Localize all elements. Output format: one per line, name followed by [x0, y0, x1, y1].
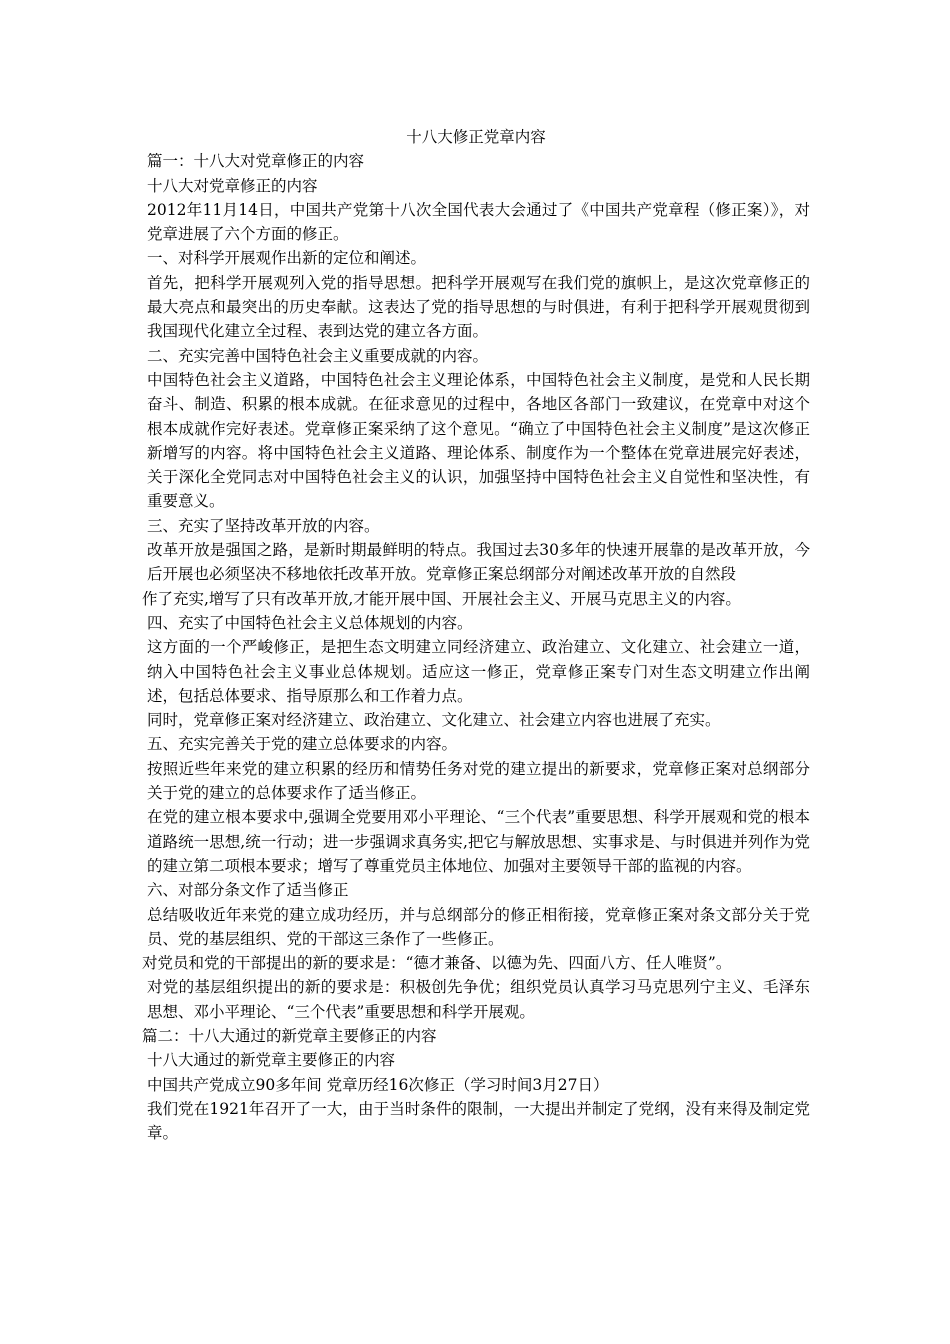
paragraph: 我们党在1921年召开了一大，由于当时条件的限制，一大提出并制定了党纲，没有来得及制定党章。 [147, 1099, 810, 1143]
paragraph: 三、充实了坚持改革开放的内容。 [147, 516, 380, 535]
paragraph: 2012年11月14日，中国共产党第十八次全国代表大会通过了《中国共产党章程（修正案）》，对党章进展了六个方面的修正。 [147, 200, 810, 244]
paragraph: 这方面的一个严峻修正，是把生态文明建立同经济建立、政治建立、文化建立、社会建立一道，纳入中国特色社会主义事业总体规划。适应这一修正，党章修正案专门对生态文明建立作出阐述，包括总体要求、指导原那么和工作着力点。 [147, 638, 810, 705]
paragraph: 总结吸收近年来党的建立成功经历，并与总纲部分的修正相衔接，党章修正案对条文部分关于党员、党的基层组织、党的干部这三条作了一些修正。 [147, 905, 810, 948]
paragraph: 按照近些年来党的建立积累的经历和情势任务对党的建立提出的新要求，党章修正案对总纲部分关于党的建立的总体要求作了适当修正。 [147, 759, 810, 803]
paragraph: 十八大通过的新党章主要修正的内容 [147, 1051, 396, 1070]
paragraph: 改革开放是强国之路，是新时期最鲜明的特点。我国过去30多年的快速开展靠的是改革开放，今后开展也必须坚决不移地依托改革开放。党章修正案总纲部分对阐述改革开放的自然段 [147, 541, 810, 584]
paragraph: 十八大对党章修正的内容 [147, 176, 318, 195]
paragraph: 中国共产党成立90多年间 党章历经16次修正（学习时间3月27日） [147, 1075, 609, 1094]
paragraph: 二、充实完善中国特色社会主义重要成就的内容。 [147, 346, 489, 365]
paragraph: 篇二：十八大通过的新党章主要修正的内容 [142, 1026, 437, 1045]
paragraph-list [142, 149, 810, 1145]
paragraph: 四、充实了中国特色社会主义总体规划的内容。 [147, 613, 473, 632]
paragraph: 首先，把科学开展观列入党的指导思想。把科学开展观写在我们党的旗帜上，是这次党章修正的最大亮点和最突出的历史奉献。这表达了党的指导思想的与时俱进，有利于把科学开展观贯彻到我国现代化建立全过程、表到达党的建立各方面。 [147, 273, 810, 341]
paragraph: 中国特色社会主义道路，中国特色社会主义理论体系，中国特色社会主义制度，是党和人民长期奋斗、制造、积累的根本成就。在征求意见的过程中，各地区各部门一致建议，在党章中对这个根本成就作完好表述。党章修正案采纳了这个意见。“确立了中国特色社会主义制度”是这次修正新增写的内容。将中国特色社会主义道路、理论体系、制度作为一个整体在党章进展完好表述，关于深化全党同志对中国特色社会主义的认识，加强坚持中国特色社会主义自觉性和坚决性，有重要意义。 [147, 370, 810, 511]
paragraph: 对党的基层组织提出的新的要求是：积极创先争优；组织党员认真学习马克思列宁主义、毛泽东思想、邓小平理论、“三个代表”重要思想和科学开展观。 [147, 978, 810, 1021]
paragraph: 作了充实,增写了只有改革开放,才能开展中国、开展社会主义、开展马克思主义的内容。 [142, 589, 741, 608]
paragraph: 同时，党章修正案对经济建立、政治建立、文化建立、社会建立内容也进展了充实。 [147, 711, 721, 730]
paragraph: 篇一：十八大对党章修正的内容 [147, 152, 365, 171]
document-body [142, 125, 810, 1145]
document-title: 十八大修正党章内容 [406, 128, 546, 146]
paragraph: 对党员和党的干部提出的新的要求是：“德才兼备、以德为先、四面八方、任人唯贤”。 [142, 954, 732, 973]
paragraph: 一、对科学开展观作出新的定位和阐述。 [147, 249, 427, 268]
paragraph: 五、充实完善关于党的建立总体要求的内容。 [147, 735, 458, 754]
paragraph: 六、对部分条文作了适当修正 [147, 881, 349, 900]
paragraph: 在党的建立根本要求中,强调全党要用邓小平理论、“三个代表”重要思想、科学开展观和党的根本道路统一思想,统一行动；进一步强调求真务实,把它与解放思想、实事求是、与时俱进并列作为党的建立第二项根本要求；增写了尊重党员主体地位、加强对主要领导干部的监视的内容。 [147, 808, 810, 875]
